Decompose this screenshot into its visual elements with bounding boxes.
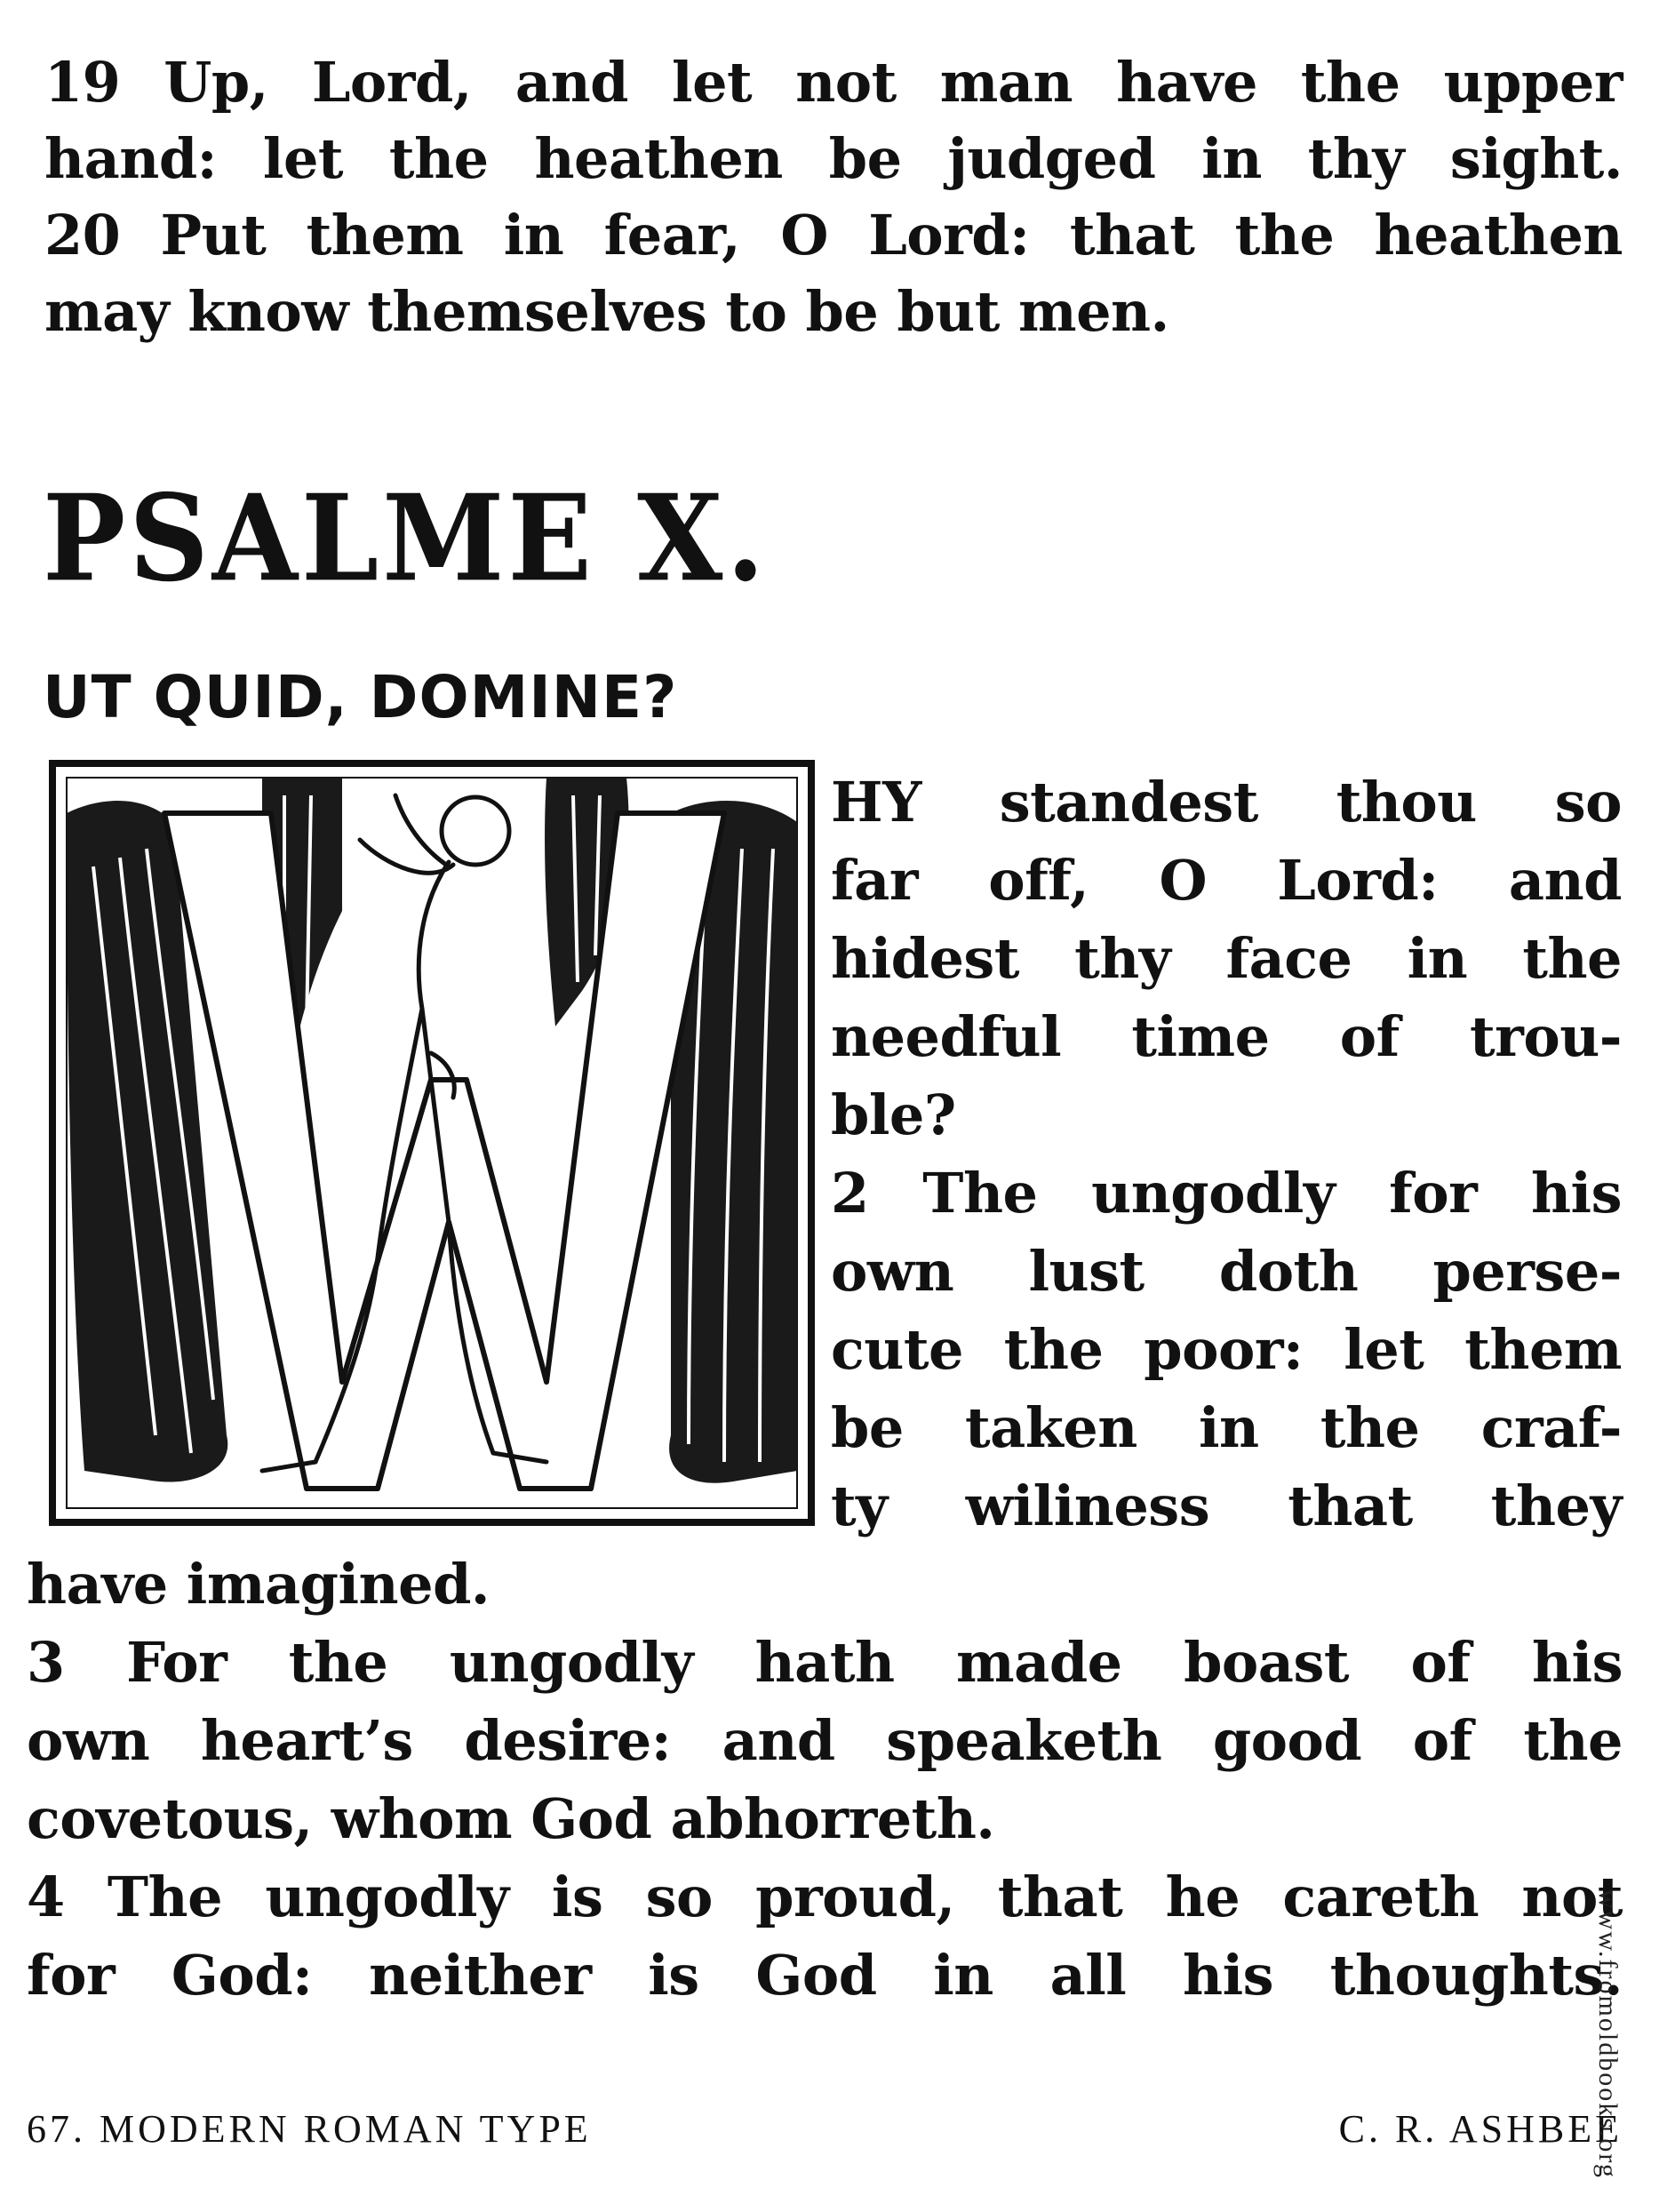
verse-line: 4 The ungodly is so proud, that he careth not xyxy=(27,1865,1623,1929)
verse-line: needful time of trou- xyxy=(831,1004,1622,1069)
verse-line: 19 Up, Lord, and let not man have the upper xyxy=(44,50,1623,115)
verse-line: 3 For the ungodly hath made boast of his xyxy=(27,1630,1623,1695)
verse-line: have imagined. xyxy=(27,1552,490,1617)
psalm-subtitle: UT QUID, DOMINE? xyxy=(43,663,678,731)
footer-author: C. R. ASHBEE xyxy=(1338,2107,1623,2151)
verse-line: hand: let the heathen be judged in thy sight. xyxy=(44,126,1623,191)
verse-line: covetous, whom God abhorreth. xyxy=(27,1786,995,1851)
verse-line: own heart’s desire: and speaketh good of the xyxy=(27,1708,1623,1773)
verse-line: 20 Put them in fear, O Lord: that the heathen xyxy=(44,203,1623,268)
verse-line: hidest thy face in the xyxy=(831,926,1622,991)
psalm-title: PSALME X. xyxy=(43,469,769,609)
verse-line: 2 The ungodly for his xyxy=(831,1161,1622,1226)
verse-line: be taken in the craf- xyxy=(831,1395,1622,1460)
verse-line: own lust doth perse- xyxy=(831,1239,1622,1304)
verse-line: ty wiliness that they xyxy=(831,1473,1622,1538)
verse-line: cute the poor: let them xyxy=(831,1317,1622,1382)
verse-line: ble? xyxy=(831,1082,956,1147)
verse-line: for God: neither is God in all his thoughts. xyxy=(27,1943,1623,2008)
verse-line: far off, O Lord: and xyxy=(831,848,1622,913)
verse-line: may know themselves to be but men. xyxy=(44,279,1169,344)
woodcut-initial xyxy=(49,760,815,1526)
verse-line: HY standest thou so xyxy=(831,770,1622,834)
footer-caption: 67. MODERN ROMAN TYPE xyxy=(27,2107,592,2151)
initial-letter xyxy=(49,1526,50,1527)
watermark: www.fromoldbooks.org xyxy=(1593,1889,1623,2179)
